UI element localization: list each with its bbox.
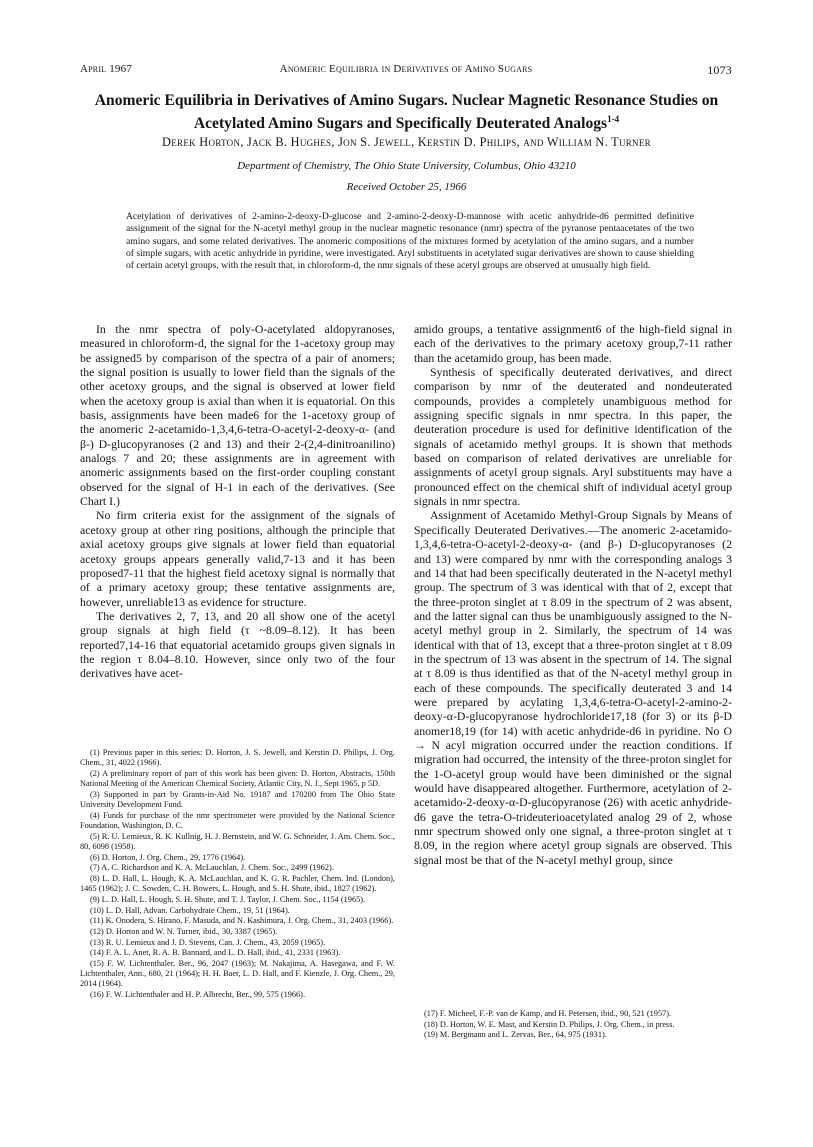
footnote: (15) F. W. Lichtenthaler, Ber., 96, 2047 (1963); M. Nakajima, A. Hasegawa, and F. W. Lichtenthaler, Ann., 680, 21 (1964); H. H. Baer, L. D. Hall, and F. Kienzle, J. Org. Chem., 29, 2014 (1964).	[80, 959, 395, 989]
footnote: (9) L. D. Hall, L. Hough, S. H. Shute, and T. J. Taylor, J. Chem. Soc., 1154 (1965).	[90, 894, 366, 904]
abstract: Acetylation of derivatives of 2-amino-2-deoxy-D-glucose and 2-amino-2-deoxy-D-mannose with acetic anhydride-d6 permitted definitive assignment of the signal for the N-acetyl methyl group in the nuclear magnetic resonance (nmr) spectra of the pyranose pentaacetates of the two amino sugars, and some related derivatives. The anomeric compositions of the mixtures formed by acetylation of the amino sugars, and a number of simple sugars, with acetic anhydride in pyridine, were investigated. Aryl substituents in acetylated sugar derivatives are shown to cause shielding of certain acetyl groups, with the result that, in chloroform-d, the nmr signals of these acetyl groups are observed at unusually high field.	[126, 211, 694, 272]
author-list: Derek Horton, Jack B. Hughes, Jon S. Jewell, Kerstin D. Philips, and William N. Turner	[162, 135, 651, 149]
footnote: (2) A preliminary report of part of this work has been given: D. Horton, Abstracts, 150th National Meeting of the American Chemical Society, Atlantic City, N. J., Sept 1965, p 5D.	[80, 768, 395, 789]
body-paragraph: The derivatives 2, 7, 13, and 20 all show one of the acetyl group signals at high field (τ ~8.09–8.12). It has been reported7,14-16 that equatorial acetamido groups given signals in the region τ 8.04–8.10. However, since only two of the four derivatives have acet-	[80, 608, 395, 681]
footnote: (12) D. Horton and W. N. Turner, ibid., 30, 3387 (1965).	[90, 926, 278, 936]
body-paragraph: Assignment of Acetamido Methyl-Group Signals by Means of Specifically Deuterated Derivatives.—The anomeric 2-acetamido-1,3,4,6-tetra-O-acetyl-2-deoxy-α- (and β-) D-glucopyranoses (2 and 13) were compared by nmr with the corresponding analogs 3 and 14 that had been specifically deuterated in the N-acetyl methyl group. The spectrum of 3 was identical with that of 2, except that the three-proton singlet at τ 8.09 in the spectrum of 2 was absent, and the latter signal can thus be unambiguously assigned to the N-acetyl methyl group in 2. Similarly, the spectrum of 14 was identical with that of 13, except that a three-proton singlet at τ 8.09 in the spectrum of 13 was absent in the spectrum of 14. The signal at τ 8.09 is thus identified as that of the N-acetyl methyl group in each of these compounds. The specifically deuterated 3 and 14 were prepared by acylating 1,3,4,6-tetra-O-acetyl-2-amino-2-deoxy-α-D-glucopyranose hydrochloride17,18 (for 3) or its β-D anomer18,19 (for 14) with acetic anhydride-d6 in pyridine. No O → N acyl migration occurred under the reaction conditions. If migration had occurred, the intensity of the three-proton singlet for the 1-O-acetyl group would have been diminished or the signal would have disappeared altogether. Furthermore, acetylation of 2-acetamido-2-deoxy-α-D-glucopyranose (26) with acetic anhydride-d6 gave the tetra-O-trideuterioacetylated analog 29 of 2, whose nmr spectrum showed only one signal, a three-proton singlet at τ 8.09, in the region where acetyl group signals are observed. This signal most be that of the N-acetyl methyl group, since	[414, 508, 732, 867]
affiliation: Department of Chemistry, The Ohio State University, Columbus, Ohio 43210	[237, 160, 576, 172]
footnote: (16) F. W. Lichtenthaler and H. P. Albrecht, Ber., 99, 575 (1966).	[90, 990, 306, 1000]
footnote: (8) L. D. Hall, L. Hough, K. A. McLauchlan, and K. G. R. Pachler, Chem. Ind. (London), 1465 (1962); J. C. Sowden, C. H. Bowers, L. Hough, and S. H. Shute, ibid., 1827 (1962).	[80, 873, 395, 894]
header-running-title: Anomeric Equilibria in Derivatives of Amino Sugars	[279, 63, 533, 75]
footnote: (11) K. Onodera, S. Hirano, F. Masuda, and N. Kashimura, J. Org. Chem., 31, 2403 (1966).	[90, 916, 394, 926]
footnote: (5) R. U. Lemieux, R. K. Kullnig, H. J. Bernstein, and W. G. Schneider, J. Am. Chem. Soc., 80, 6098 (1958).	[80, 831, 395, 851]
footnote: (14) F. A. L. Anet, R. A. B. Bannard, and L. D. Hall, ibid., 41, 2331 (1963).	[90, 948, 341, 958]
footnotes-left	[80, 748, 395, 1001]
footnote: (19) M. Bergmann and L. Zervas, Ber., 64, 975 (1931).	[424, 1030, 607, 1040]
footnotes-right	[414, 1009, 732, 1041]
title-footnote-marker: 1-4	[607, 114, 620, 124]
received-date: Received October 25, 1966	[346, 181, 467, 193]
body-paragraph: In the nmr spectra of poly-O-acetylated aldopyranoses, measured in chloroform-d, the signal for the 1-acetoxy group may be assigned5 by comparison of the spectra of a pair of anomers; the signal position is usually to lower field than the signals of the other acetoxy groups, and the signal is observed at lower field when the acetoxy group is axial than when it is equatorial. On this basis, assignments have been made6 for the 1-acetoxy group of the anomeric 2-acetamido-1,3,4,6-tetra-O-acetyl-2-deoxy-α- (and β-) D-glucopyranoses (2 and 13) and their 2-(2,4-dinitroanilino) analogs 7 and 20; these assignments are in agreement with anomeric assignments based on the first-order coupling constant observed for the signal of H-1 in each of the derivatives. (See Chart I.)	[80, 322, 395, 509]
body-column-right	[414, 322, 732, 867]
footnote: (10) L. D. Hall, Advan. Carbohydrate Chem., 19, 51 (1964).	[90, 905, 290, 915]
footnote: (1) Previous paper in this series: D. Horton, J. S. Jewell, and Kerstin D. Philips, J. Org. Chem., 31, 4022 (1966).	[80, 748, 395, 768]
article-title-text: Anomeric Equilibria in Derivatives of Amino Sugars. Nuclear Magnetic Resonance Studies on Acetylated Amino Sugars and Specifically Deuterated Analogs	[94, 92, 719, 133]
footnote: (4) Funds for purchase of the nmr spectrometer were provided by the National Science Foundation, Washington, D. C.	[80, 810, 395, 830]
header-date: April 1967	[80, 63, 133, 75]
body-paragraph: Synthesis of specifically deuterated derivatives, and direct comparison by nmr of the deuterated and nondeuterated compounds, provides a completely unambiguous method for assigning specific signals in nmr spectra. In this paper, the deuteration procedure is used for definitive identification of the signals of acetamido methyl groups. It is shown that methods based on comparison of related derivatives are unreliable for assignments of acetyl group signals. Aryl substituents may have a pronounced effect on the chemical shift of individual acetyl group signals in nmr spectra.	[414, 365, 732, 509]
running-header	[80, 63, 732, 77]
page-number: 1073	[707, 63, 732, 77]
body-column-left	[80, 322, 395, 681]
footnote: (17) F. Micheel, F.-P. van de Kamp, and H. Petersen, ibid., 90, 521 (1957).	[424, 1009, 672, 1018]
footnote: (6) D. Horton, J. Org. Chem., 29, 1776 (1964).	[90, 852, 246, 862]
body-paragraph: amido groups, a tentative assignment6 of the high-field signal in each of the derivatives to the primary acetoxy group,7-11 rather than the acetamido group, has been made.	[414, 322, 732, 365]
footnote: (13) R. U. Lemieux and J. D. Stevens, Can. J. Chem., 43, 2059 (1965).	[90, 937, 326, 947]
footnote: (18) D. Horton, W. E. Mast, and Kerstin D. Philips, J. Org. Chem., in press.	[424, 1019, 675, 1029]
article-title	[60, 91, 753, 133]
body-paragraph: No firm criteria exist for the assignment of the signals of acetoxy group at other ring positions, although the principle that axial acetoxy groups give signals at lower field than equatorial acetoxy groups appears generally valid,7-13 and it has been proposed7-11 that the highest field acetoxy signal is normally that of a primary acetoxy group; these tentative assignments are, however, unreliable13 as evidence for structure.	[80, 508, 395, 609]
footnote: (3) Supported in part by Grants-in-Aid No. 19187 and 170200 from The Ohio State University Development Fund.	[80, 789, 395, 810]
footnote: (7) A. C. Richardson and K. A. McLauchlan, J. Chem. Soc., 2499 (1962).	[90, 863, 334, 873]
